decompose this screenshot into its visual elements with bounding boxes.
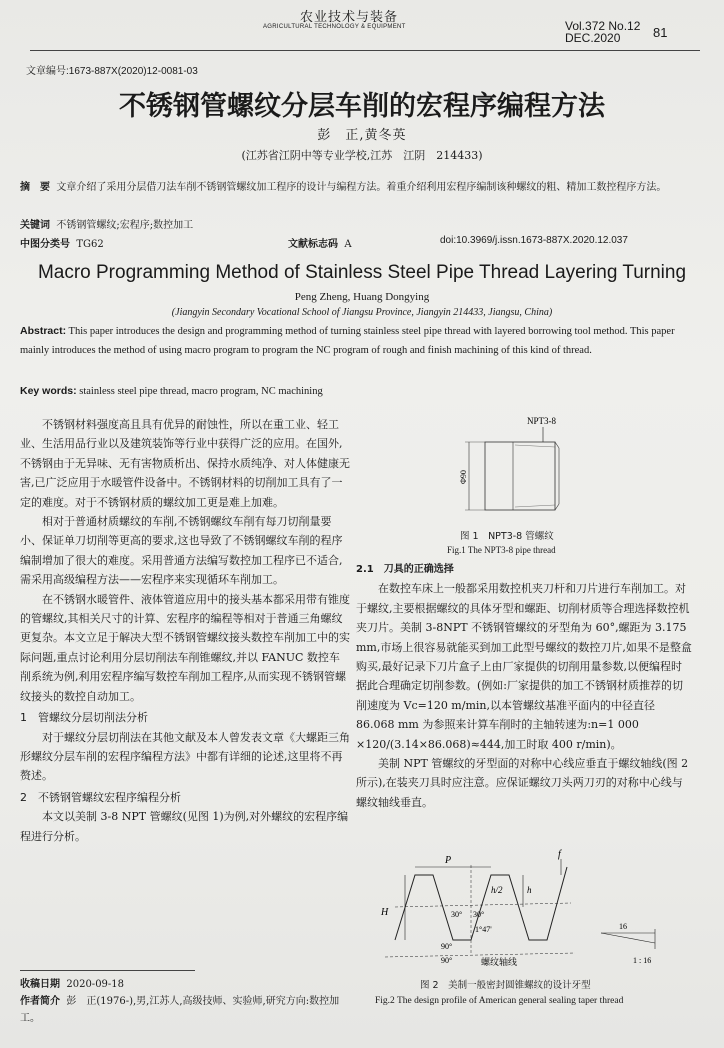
author-bio — [20, 993, 350, 1027]
keywords-cn-label: 关键词 — [20, 220, 50, 231]
abstract-en-text: This paper introduces the design and programming method of turning stainless steel pipe thread with layered borrowing tool method. This paper mainly introduces the method of using macro program to program the NC program of rough and finish machining of this kind of thread. — [20, 326, 675, 356]
article-number: 文章编号:1673-887X(2020)12-0081-03 — [26, 66, 198, 77]
figure-1-caption-en: Fig.1 The NPT3-8 pipe thread — [447, 545, 556, 555]
figure-2-right-angle-1: 90° — [441, 942, 453, 951]
figure-1-diameter: Φ90 — [459, 470, 468, 484]
paragraph: 在不锈钢水暖管件、液体管道应用中的接头基本都采用带有锥度的管螺纹,其相关尺寸的计算、宏程序的编程等相对于普通三角螺纹更复杂。本文立足于解决大型不锈钢管螺纹接头数控车削加工中的实际问题,重点讨论利用分层切削法车削锥螺纹,并以 FANUC 数控车削系统为例,利用宏程序编写数控车削加工程序,从而实现不锈钢管螺纹接头的数控自动加工。 — [20, 592, 350, 703]
section-heading-2: 2 不锈钢管螺纹宏程序编程分析 — [20, 790, 181, 804]
volume-number: Vol.372 No.12 — [565, 19, 641, 33]
document-mark — [288, 235, 352, 250]
doi: doi:10.3969/j.issn.1673-887X.2020.12.037 — [440, 235, 628, 246]
authors-cn: 彭 正,黄冬英 — [317, 128, 407, 143]
keywords-en-text: stainless steel pipe thread, macro program, NC machining — [79, 386, 323, 397]
paragraph: 相对于普通材质螺纹的车削,不锈钢螺纹车削有每刀切削量要小、保证单刀切削等更高的要求,这也导致了不锈钢螺纹车削的程序编制增加了很大的难度。采用普通方法编写数控加工程序已不适合,需采用高级编程方法——宏程序来实现循环车削加工。 — [20, 515, 343, 587]
keywords-en-label: Key words: — [20, 385, 77, 397]
figure-2-caption-cn: 图 2 美制一般密封圆锥螺纹的设计牙型 — [420, 980, 591, 991]
abstract-en — [20, 322, 700, 360]
authors-en: Peng Zheng, Huang Dongying — [294, 291, 430, 303]
footnote-rule — [20, 970, 195, 971]
figure-2-angle-left: 30° — [451, 910, 463, 919]
journal-title-en: AGRICULTURAL TECHNOLOGY & EQUIPMENT — [263, 24, 406, 30]
footnote — [20, 976, 350, 1027]
subsection-heading: 2.1 刀具的正确选择 — [356, 564, 454, 575]
figure-2-half-h-label: h/2 — [491, 885, 503, 895]
paragraph: 本文以美制 3-8 NPT 管螺纹(见图 1)为例,对外螺纹的宏程序编程进行分析。 — [20, 810, 349, 843]
abstract-cn — [20, 179, 700, 196]
abstract-cn-text: 文章介绍了采用分层借刀法车削不锈钢管螺纹加工程序的设计与编程方法。着重介绍利用宏程序编制该种螺纹的粗、精加工数控程序方法。 — [56, 182, 667, 193]
title-en: Macro Programming Method of Stainless Steel Pipe Thread Layering Turning — [37, 262, 687, 283]
figure-2-f-label: f — [558, 849, 561, 860]
figure-2-taper-length: 16 — [619, 922, 627, 931]
document-mark-value: A — [344, 239, 352, 250]
paragraph: 对于螺纹分层切削法在其他文献及本人曾发表文章《大螺距三角形螺纹分层车削的宏程序编程方法》中都有详细的论述,这里将不再赘述。 — [20, 730, 350, 783]
author-bio-label: 作者简介 — [20, 996, 60, 1007]
figure-1-caption-cn: 图 1 NPT3-8 管螺纹 — [460, 531, 554, 542]
classification-number: TG62 — [76, 239, 104, 250]
figure-2-axis-label: 螺纹轴线 — [481, 958, 518, 968]
keywords-en — [20, 385, 323, 397]
received-value: 2020-09-18 — [66, 979, 125, 990]
page-number: 81 — [653, 25, 668, 40]
abstract-cn-label: 摘 要 — [20, 182, 50, 193]
keywords-cn-text: 不锈钢管螺纹;宏程序;数控加工 — [56, 220, 194, 231]
paragraph: 不锈钢材料强度高且具有优异的耐蚀性，所以在重工业、轻工业、生活用品行业以及建筑装饰等行业中获得广泛的应用。在国外,不锈钢由于无异味、无有害物质析出、保持水质纯净、对人体健康无害,已广泛应用于水暖管件设备中。不锈钢材料的切削加工具有了一定的难度。对于不锈钢材质的螺纹加工更是难上加难。 — [20, 418, 350, 509]
figure-2-taper-angle: 1°47' — [475, 925, 492, 934]
section-heading-1: 1 管螺纹分层切削法分析 — [20, 711, 148, 725]
author-bio-text: 彭 正(1976-),男,江苏人,高级技师、实验师,研究方向:数控加工。 — [20, 996, 340, 1024]
volume-info — [565, 20, 640, 44]
figure-2-h-label: h — [527, 885, 532, 895]
abstract-en-label: Abstract: — [20, 325, 67, 337]
figure-2-caption-en: Fig.2 The design profile of American general sealing taper thread — [375, 996, 624, 1006]
figure-1-pipe-thread — [455, 412, 575, 522]
paragraph: 美制 NPT 管螺纹的牙型面的对称中心线应垂直于螺纹轴线(图 2 所示),在装夹刀具时应注意。应保证螺纹刀头两刀刃的对称中心线与螺纹轴线垂直。 — [356, 757, 689, 809]
figure-2-pitch-label: P — [445, 855, 452, 866]
issue-date: DEC.2020 — [565, 31, 621, 45]
title-cn: 不锈钢管螺纹分层车削的宏程序编程方法 — [119, 91, 605, 122]
received-label: 收稿日期 — [20, 979, 60, 990]
journal-title-cn: 农业技术与装备 — [300, 10, 399, 25]
left-column — [20, 415, 350, 846]
figure-2-angle-right: 30° — [473, 910, 485, 919]
classification — [20, 235, 104, 250]
affiliation-en: (Jiangyin Secondary Vocational School of Jiangsu Province, Jiangyin 214433, Jiangsu, China) — [171, 307, 553, 318]
received-date — [20, 976, 350, 993]
figure-2-thread-profile — [375, 845, 675, 970]
document-mark-label: 文献标志码 — [288, 239, 338, 250]
figure-2-taper-ratio: 1 : 16 — [633, 956, 652, 965]
classification-label: 中图分类号 — [20, 239, 70, 250]
paragraph: 在数控车床上一般都采用数控机夹刀杆和刀片进行车削加工。对于螺纹,主要根据螺纹的具体牙型和螺距、切削材质等合理选择数控机夹刀片。美制 3-8NPT 不锈钢管螺纹的牙型角为 60°,螺距为 3.175 mm,市场上很容易就能买到加工此型号螺纹的数控刀片,如果不是整盒购买,最好记录下刀片盒子上由厂家提供的切削用量参数,以便编程时据此合理确定切削参数。(例如:厂家提供的加工不锈钢材质推荐的切削速度为 Vc=120 m/min,以本管螺纹基准平面内的中径直径 86.068 mm 为参照来计算车削时的主轴转速为:n=1 000 ×120/(3.14×86.068)≈444,加工时取 400 r/min)。 — [356, 582, 692, 751]
keywords-cn — [20, 216, 193, 231]
figure-2-right-angle-2: 90° — [441, 956, 453, 965]
figure-1-label: NPT3-8 — [527, 416, 556, 426]
right-column — [356, 560, 692, 812]
header-rule — [30, 50, 700, 51]
figure-2-H-label: H — [381, 907, 389, 918]
affiliation-cn: (江苏省江阴中等专业学校,江苏 江阴 214433) — [241, 149, 483, 162]
